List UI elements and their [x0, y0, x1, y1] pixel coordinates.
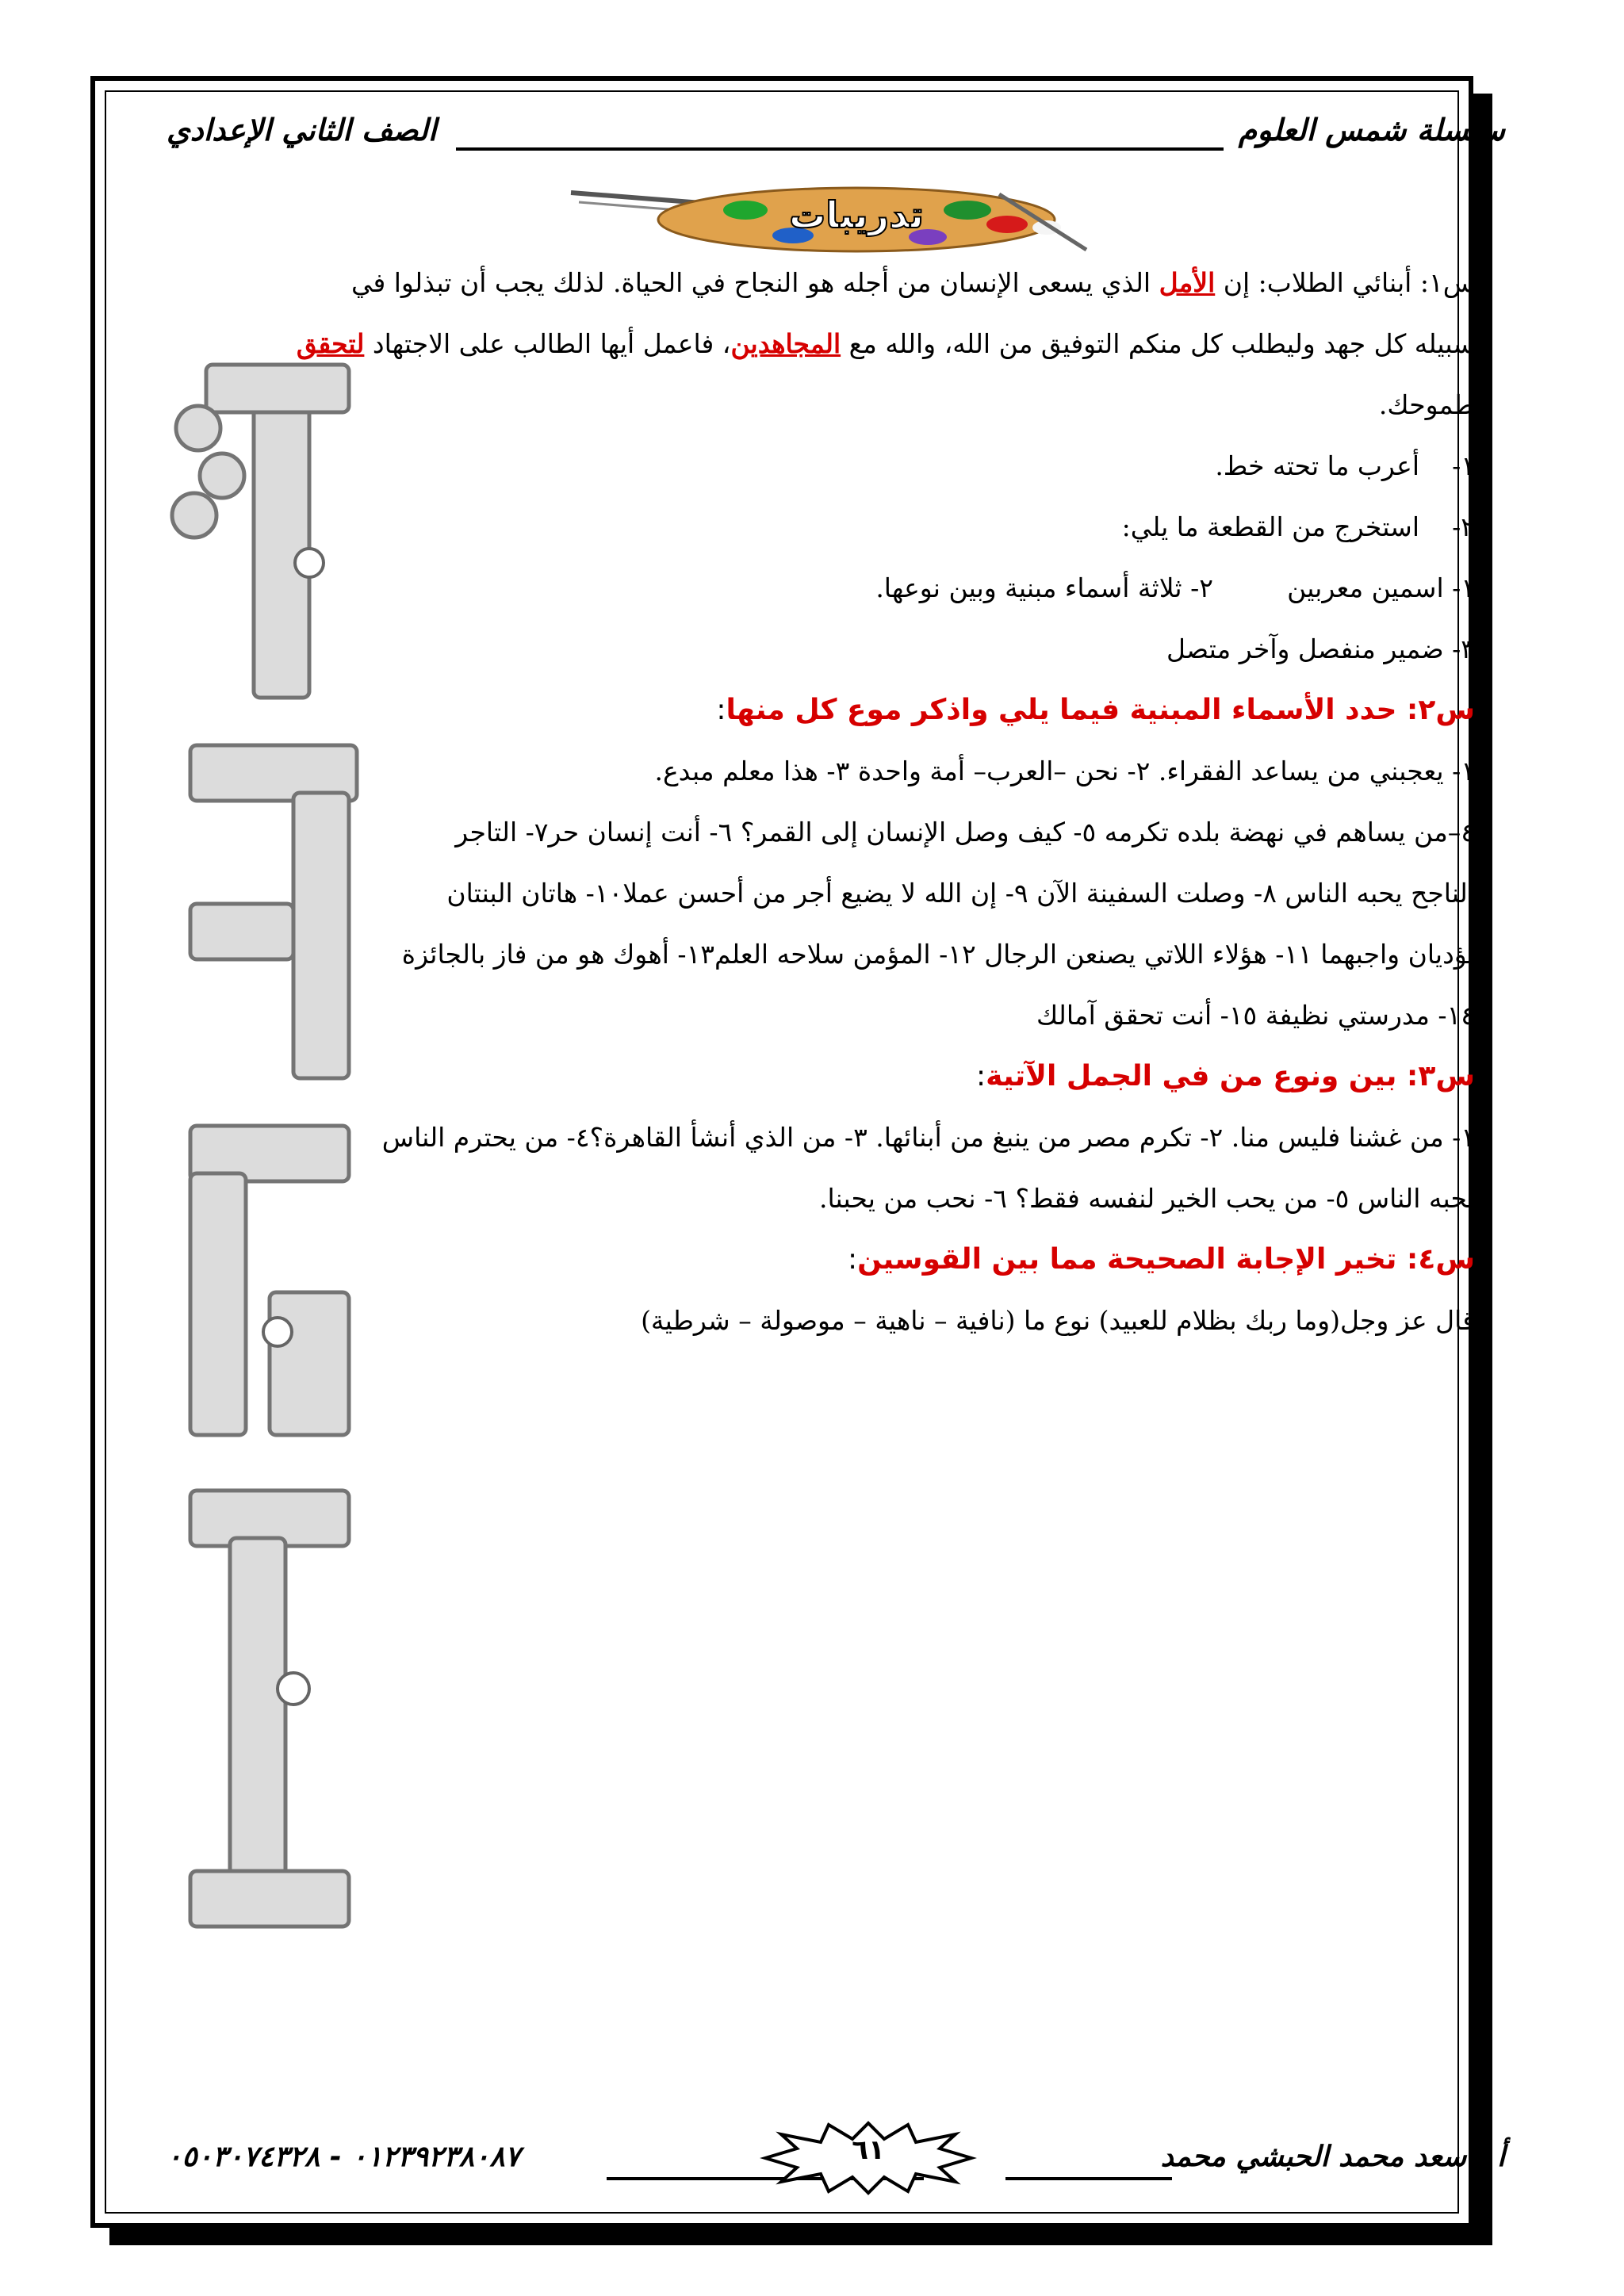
q4-heading-text: س٤: تخير الإجابة الصحيحة مما بين القوسين [857, 1243, 1475, 1276]
q1-paragraph [151, 252, 1475, 435]
q2-heading: س٢: حدد الأسماء المبنية فيما يلي واذكر موع كل منها: [716, 694, 1475, 726]
underlined-word: لتحقق [296, 328, 365, 359]
q1-text: س١: أبنائي الطلاب: إن [1215, 267, 1475, 298]
task-1 [151, 435, 1475, 496]
q1-line-1 [151, 252, 1475, 313]
page-header [167, 113, 1505, 157]
q2-line-3: الناجح يحبه الناس ٨- وصلت السفينة الآن ٩- إن الله لا يضيع أجر من أحسن عملا١٠- هاتان البنتان [446, 878, 1475, 909]
q1-line-2 [151, 313, 1475, 374]
q2-heading-text: س٢: حدد الأسماء المبنية فيما يلي واذكر موع كل منها [726, 694, 1475, 726]
header-rule [456, 147, 1224, 151]
q2-line-4: تؤديان واجبهما ١١- هؤلاء اللاتي يصنعن الرجال ١٢- المؤمن سلاحه العلم١٣- أهوك هو من فاز بالجائزة [401, 939, 1475, 970]
document-body [151, 252, 1475, 1351]
subtask-2: ٢- ثلاثة أسماء مبنية وبين نوعها. [875, 572, 1213, 603]
q2-line-1: ١- يعجبني من يساعد الفقراء. ٢- نحن –العرب– أمة واحدة ٣- هذا معلم مبدع. [654, 756, 1475, 786]
task-text: استخرج من القطعة ما يلي: [1121, 511, 1419, 542]
q2-line-2: ٤–من يساهم في نهضة بلده تكرمه ٥- كيف وصل الإنسان إلى القمر؟ ٦- أنت إنسان حر٧- التاجر [455, 817, 1475, 848]
task-2 [151, 496, 1475, 557]
q1-line-3: طموحك. [1378, 389, 1475, 420]
q2-line-5: ١٤- مدرستي نظيفة ١٥- أنت تحقق آمالك [1036, 1000, 1475, 1031]
q1-text: ، فاعمل أيها الطالب على الاجتهاد [364, 328, 731, 359]
footer-rule-right [1005, 2177, 1172, 2180]
grade-title: الصف الثاني الإعدادي [167, 113, 437, 147]
series-title: سلسلة شمس العلوم [1238, 113, 1505, 147]
subtask-3: ٣- ضمير منفصل وآخر متصل [1166, 633, 1475, 664]
q4-line-1: قال عز وجل(وما ربك بظلام للعبيد) نوع ما (نافية – ناهية – موصولة – شرطية) [641, 1305, 1475, 1336]
badge-title: تدريبات [789, 193, 924, 236]
task-number: ١- [1452, 450, 1475, 481]
subtask-1: ١- اسمين معربين [1287, 572, 1475, 603]
q3-line-1: ١- من غشنا فليس منا. ٢- تكرم مصر من ينبغ من أبنائها. ٣- من الذي أنشأ القاهرة؟٤- من يحترم الناس [381, 1122, 1475, 1153]
author-name: أ . سعد محمد الحبشي محمد [1160, 2141, 1505, 2173]
underlined-word: المجاهدين [730, 328, 841, 359]
task-text: أعرب ما تحته خط. [1215, 450, 1419, 481]
underlined-word: الأمل [1159, 267, 1216, 298]
q1-text: الذي يسعى الإنسان من أجله هو النجاح في الحياة. لذلك يجب أن تبذلوا في [350, 267, 1159, 298]
task-number: ٢- [1452, 511, 1475, 542]
q3-heading: س٣: بين ونوع من في الجمل الآتية: [975, 1060, 1475, 1093]
page-number: ٦١ [852, 2134, 885, 2166]
phone-numbers: ٠١٢٣٩٢٣٨٠٨٧ - ٠٥٠٣٠٧٤٣٢٨ [167, 2141, 521, 2173]
q1-text: سبيله كل جهد وليطلب كل منكم التوفيق من الله، والله مع [841, 328, 1475, 359]
q3-heading-text: س٣: بين ونوع من في الجمل الآتية [986, 1060, 1475, 1093]
palette-badge-icon [555, 178, 1094, 258]
q3-line-2: يحبه الناس ٥- من يحب الخير لنفسه فقط؟ ٦- نحب من يحبنا. [819, 1183, 1475, 1214]
q4-heading: س٤: تخير الإجابة الصحيحة مما بين القوسين: [847, 1243, 1475, 1276]
subtasks-row [151, 557, 1475, 618]
